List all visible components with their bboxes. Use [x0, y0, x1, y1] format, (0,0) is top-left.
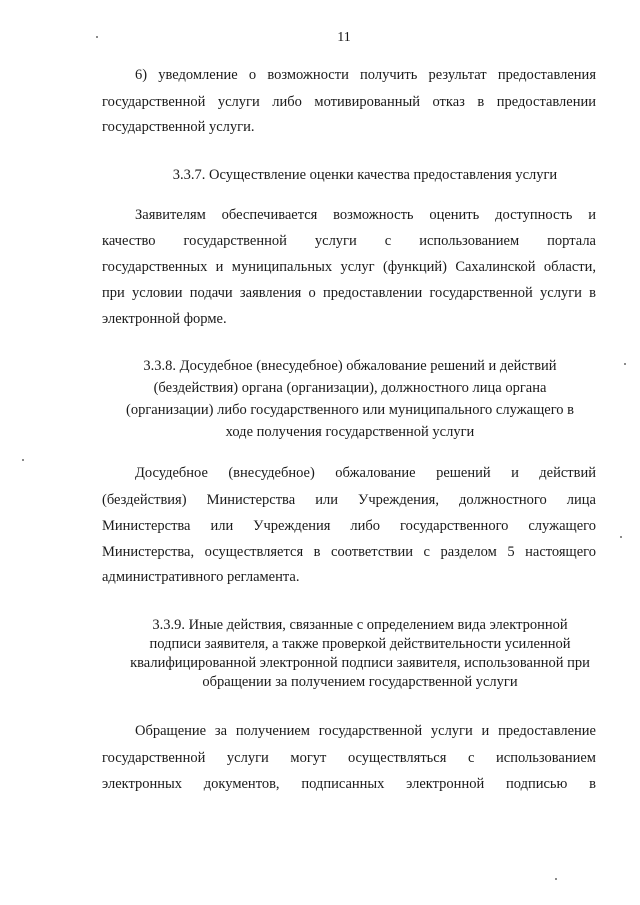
section-338-line-4: Министерства, осуществляется в соответствии с разделом 5 настоящего: [102, 544, 596, 560]
section-338-heading-line-2: (бездействия) органа (организации), должностного лица органа: [153, 380, 547, 396]
scan-speck: [22, 459, 24, 461]
page-number: 11: [337, 30, 351, 45]
section-339-heading-line-2: подписи заявителя, а также проверкой действительности усиленной: [149, 636, 571, 652]
section-338-line-1: Досудебное (внесудебное) обжалование решений и действий: [135, 465, 596, 481]
section-338-line-3: Министерства или Учреждения либо государственного служащего: [102, 518, 596, 534]
scan-speck: [620, 536, 622, 538]
scan-speck: [555, 878, 557, 880]
section-339-line-2: государственной услуги могут осуществляться с использованием: [102, 750, 596, 766]
item6-line-1: 6) уведомление о возможности получить результат предоставления: [135, 67, 596, 83]
section-338-heading-line-3: (организации) либо государственного или муниципального служащего в: [126, 402, 574, 418]
scan-speck: [624, 363, 626, 365]
section-338-line-2: (бездействия) Министерства или Учреждения, должностного лица: [102, 492, 596, 508]
section-337-line-5: электронной форме.: [102, 311, 227, 327]
section-338-heading: [80, 355, 620, 443]
section-337-line-2: качество государственной услуги с использованием портала: [102, 233, 596, 249]
section-339-heading: [80, 616, 640, 692]
item6-line-2: государственной услуги либо мотивированный отказ в предоставлении: [102, 94, 596, 110]
section-338-line-5: административного регламента.: [102, 569, 300, 585]
section-338-heading-line-1: 3.3.8. Досудебное (внесудебное) обжалование решений и действий: [143, 358, 557, 374]
section-337-heading: 3.3.7. Осуществление оценки качества предоставления услуги: [172, 167, 558, 183]
scan-speck: [96, 36, 98, 38]
section-339-line-1: Обращение за получением государственной услуги и предоставление: [135, 723, 596, 739]
section-338-heading-line-4: ходе получения государственной услуги: [225, 424, 475, 440]
section-339-heading-line-3: квалифицированной электронной подписи заявителя, использованной при: [130, 655, 590, 671]
section-337-line-3: государственных и муниципальных услуг (функций) Сахалинской области,: [102, 259, 596, 275]
section-339-line-3: электронных документов, подписанных электронной подписью в: [102, 776, 596, 792]
section-339-heading-line-1: 3.3.9. Иные действия, связанные с определением вида электронной: [152, 617, 568, 633]
section-339-heading-line-4: обращении за получением государственной услуги: [202, 674, 518, 690]
section-337-line-1: Заявителям обеспечивается возможность оценить доступность и: [135, 207, 596, 223]
item6-line-3: государственной услуги.: [102, 119, 255, 135]
section-337-line-4: при условии подачи заявления о предоставлении государственной услуги в: [102, 285, 596, 301]
